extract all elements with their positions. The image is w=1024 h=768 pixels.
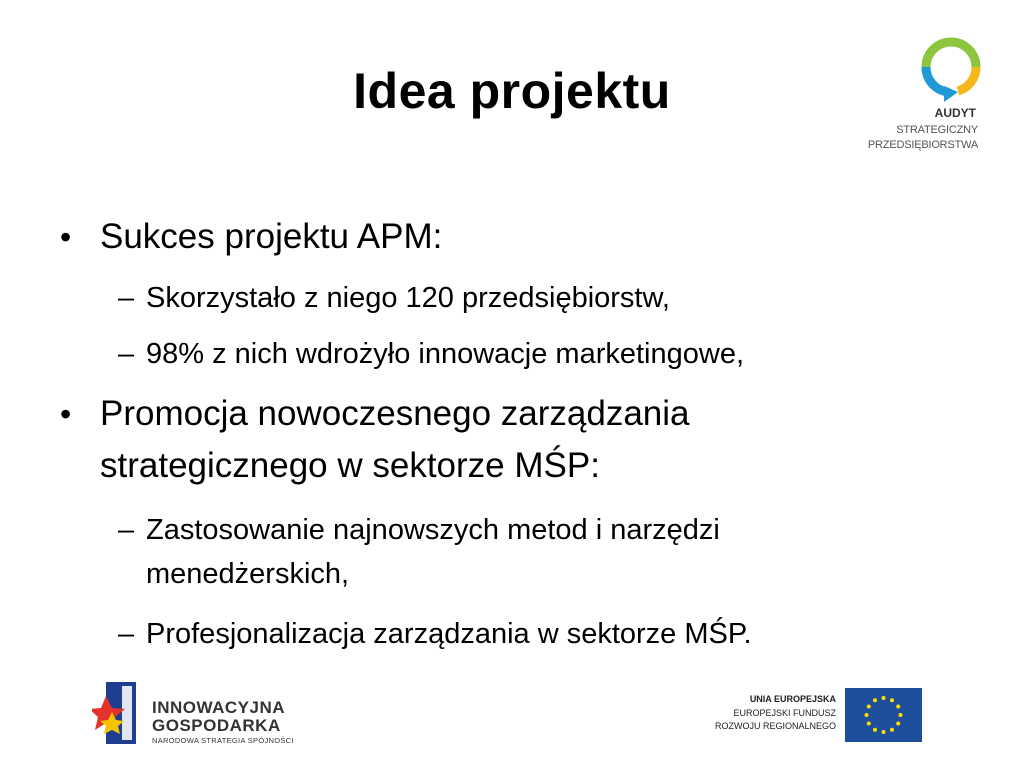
- sub-bullet-text: Skorzystało z niego 120 przedsiębiorstw,: [146, 282, 670, 314]
- audit-logo-line3: PRZEDSIĘBIORSTWA: [867, 139, 978, 151]
- dash-icon: –: [118, 282, 135, 314]
- ig-logo-line3: NARODOWA STRATEGIA SPÓJNOŚCI: [152, 736, 294, 745]
- dash-icon: –: [118, 338, 135, 370]
- ig-star-icon: [92, 678, 148, 750]
- sub-bullet-text: Profesjonalizacja zarządzania w sektorze MŚP.: [146, 618, 752, 650]
- bullet-icon: •: [60, 396, 72, 432]
- ig-logo-line2: GOSPODARKA: [152, 716, 281, 735]
- audit-logo: [858, 36, 986, 166]
- audit-logo-line2: STRATEGICZNY: [896, 124, 978, 136]
- ig-logo-line1: INNOWACYJNA: [152, 698, 286, 717]
- bullet-text: Promocja nowoczesnego zarządzania strategicznego w sektorze MŚP:: [100, 394, 690, 485]
- audit-logo-icon: [920, 36, 982, 102]
- dash-icon: –: [118, 618, 135, 650]
- dash-icon: –: [118, 514, 135, 546]
- innowacyjna-gospodarka-logo: [92, 678, 322, 750]
- sub-bullet-text: 98% z nich wdrożyło innowacje marketingowe,: [146, 338, 745, 370]
- bullet-text: Sukces projektu APM:: [100, 217, 443, 256]
- eu-flag-icon: [845, 688, 922, 742]
- slide-title: Idea projektu: [353, 63, 671, 119]
- bullet-icon: •: [60, 219, 72, 255]
- eu-text-line3: ROZWOJU REGIONALNEGO: [714, 721, 836, 731]
- eu-text-line1: UNIA EUROPEJSKA: [749, 694, 836, 704]
- eu-text-line2: EUROPEJSKI FUNDUSZ: [733, 708, 836, 718]
- sub-bullet-text: Zastosowanie najnowszych metod i narzędzi menedżerskich,: [146, 514, 720, 590]
- audit-logo-line1: AUDYT: [934, 106, 976, 120]
